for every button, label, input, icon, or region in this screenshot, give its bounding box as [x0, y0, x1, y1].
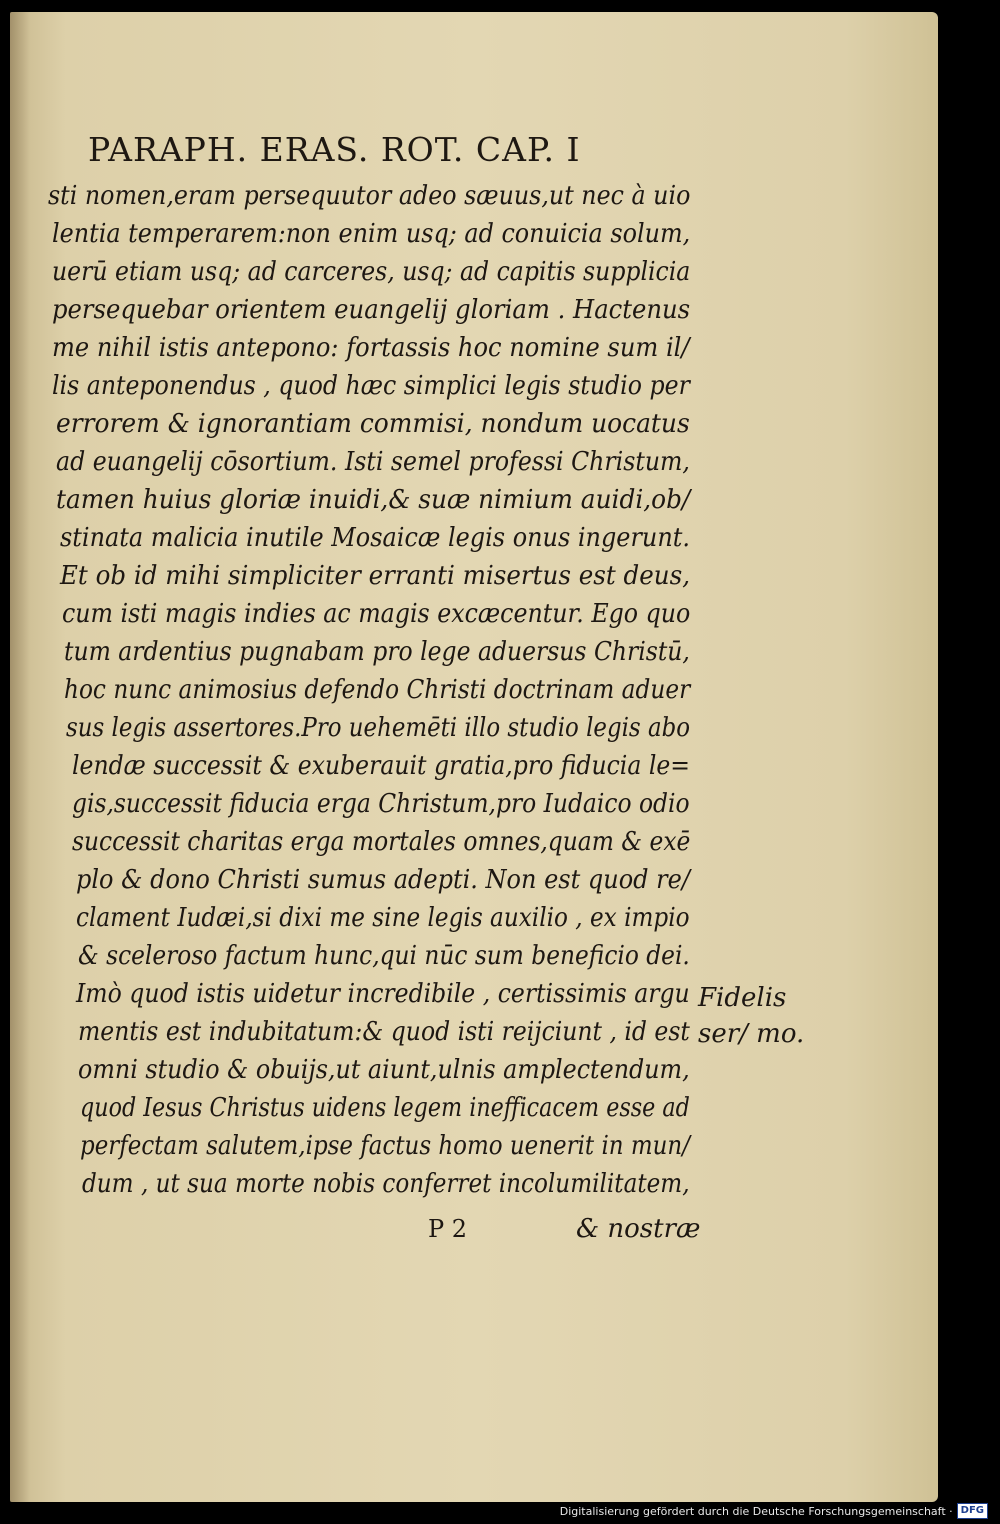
margin-note: Fidelis ser/ mo. — [698, 983, 805, 1049]
text-line: lentia temperarem:non enim usq; ad conuicia solum, — [52, 219, 691, 249]
text-line: perfectam salutem,ipse factus homo uenerit in mun/ — [80, 1131, 690, 1161]
text-line: me nihil istis antepono: fortassis hoc nomine sum il/ — [52, 333, 690, 363]
text-line: Imò quod istis uidetur incredibile , certissimis argu — [76, 979, 690, 1009]
page-gutter-shadow — [10, 12, 30, 1502]
text-line: lendæ successit & exuberauit gratia,pro fiducia le= — [72, 751, 690, 781]
text-line: tamen huius gloriæ inuidi,& suæ nimium auidi,ob/ — [56, 485, 691, 515]
text-line: Et ob id mihi simpliciter erranti misertus est deus, — [60, 561, 691, 591]
text-line: tum ardentius pugnabam pro lege aduersus Christū, — [64, 637, 690, 667]
text-line: sti nomen,eram persequutor adeo sæuus,ut nec à uio — [48, 181, 691, 211]
catchword: & nostræ — [576, 1214, 701, 1244]
text-line: omni studio & obuijs,ut aiunt,ulnis amplectendum, — [78, 1055, 690, 1085]
text-line: gis,successit fiducia erga Christum,pro Iudaico odio — [72, 789, 690, 819]
text-line: errorem & ignorantiam commisi, nondum uocatus — [56, 409, 690, 439]
footer-credit: Digitalisierung gefördert durch die Deutsche Forschungsgemeinschaft · — [559, 1504, 953, 1518]
text-line: uerū etiam usq; ad carceres, usq; ad capitis supplicia — [52, 257, 691, 287]
text-line: cum isti magis indies ac magis excæcentur. Ego quo — [62, 599, 691, 629]
text-line: stinata malicia inutile Mosaicæ legis onus ingerunt. — [60, 523, 690, 553]
text-line: persequebar orientem euangelij gloriam . Hactenus — [52, 295, 691, 325]
digitization-footer — [560, 1502, 988, 1520]
text-line: hoc nunc animosius defendo Christi doctrinam aduer — [64, 675, 691, 705]
text-line: clament Iudæi,si dixi me sine legis auxilio , ex impio — [76, 903, 690, 933]
dfg-logo: DFG — [957, 1503, 988, 1519]
text-line: successit charitas erga mortales omnes,quam & exē — [72, 827, 691, 857]
text-line: plo & dono Christi sumus adepti. Non est quod re/ — [76, 865, 690, 895]
text-line: dum , ut sua morte nobis conferret incolumilitatem, — [82, 1169, 690, 1199]
text-line: quod Iesus Christus uidens legem inefficacem esse ad — [80, 1093, 690, 1123]
signature-mark: P 2 — [428, 1215, 468, 1243]
running-head: PARAPH. ERAS. ROT. CAP. I — [88, 130, 581, 169]
text-line: ad euangelij cōsortium. Isti semel professi Christum, — [56, 447, 690, 477]
text-line: lis anteponendus , quod hæc simplici legis studio per — [52, 371, 690, 401]
text-line: sus legis assertores.Pro uehemēti illo studio legis abo — [66, 713, 691, 743]
text-line: & sceleroso factum hunc,qui nūc sum beneficio dei. — [78, 941, 690, 971]
text-line: mentis est indubitatum:& quod isti reijciunt , id est — [78, 1017, 690, 1047]
